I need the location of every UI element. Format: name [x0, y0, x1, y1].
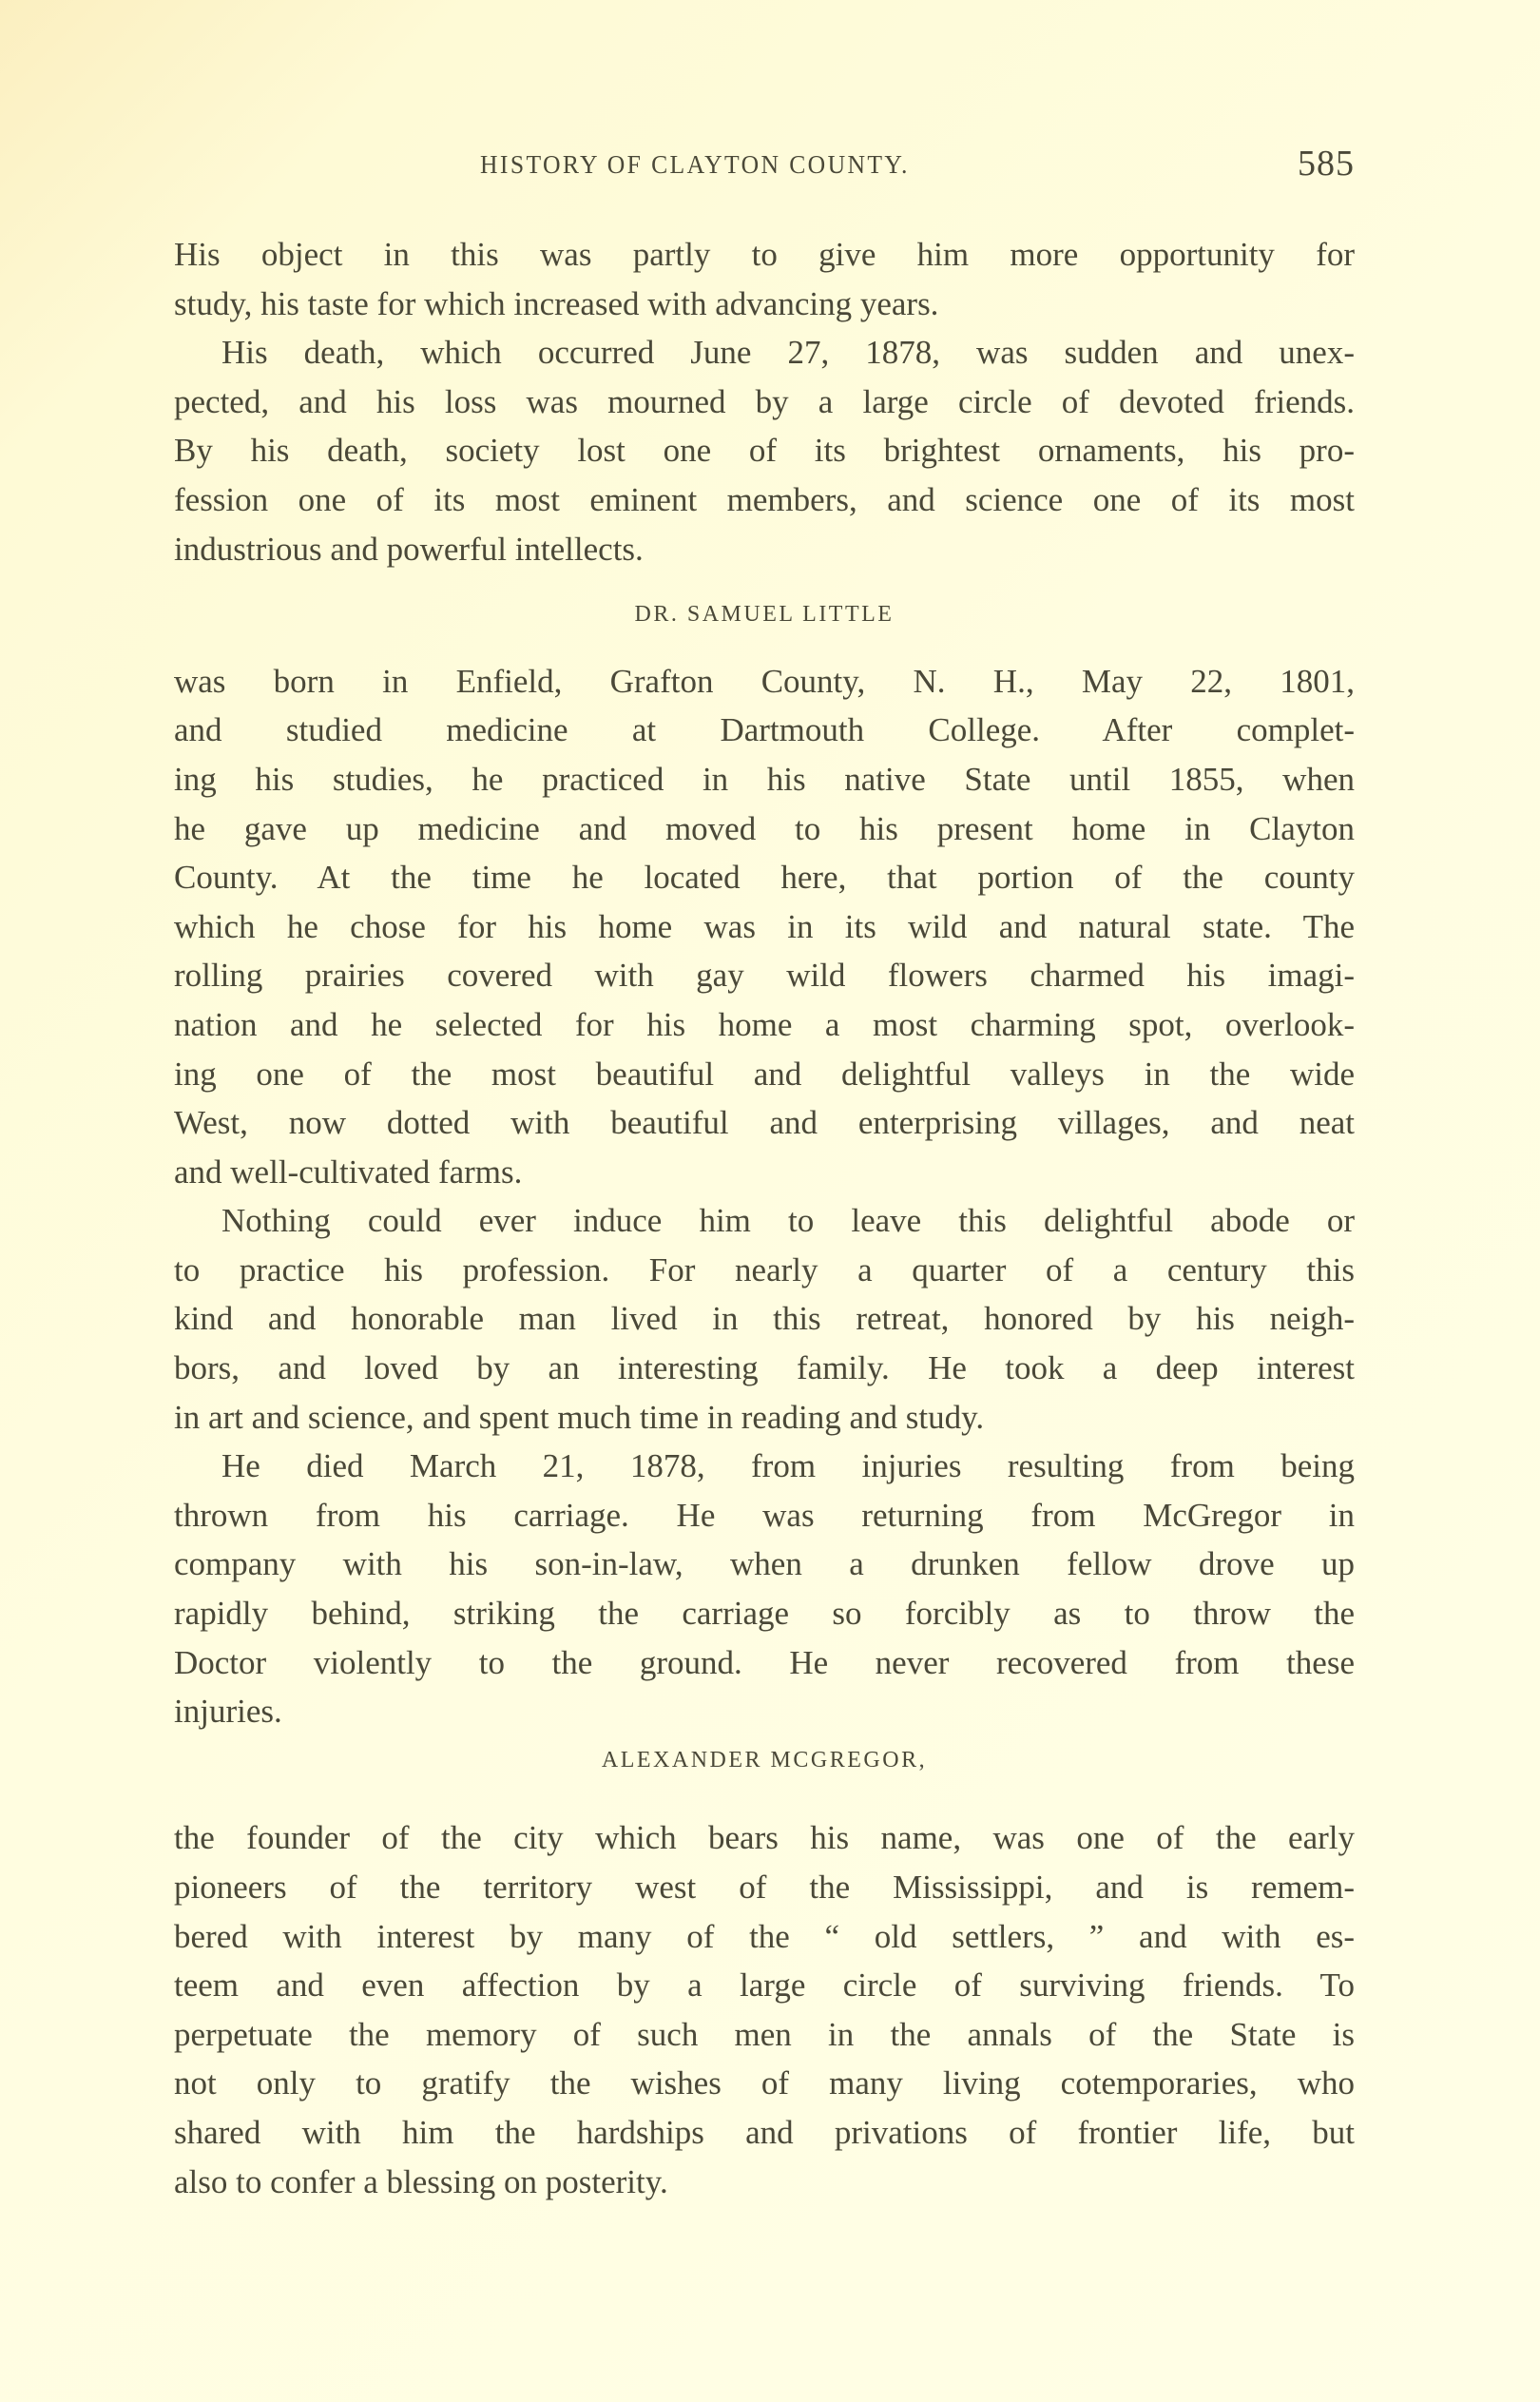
text-line: West, now dotted with beautiful and enterprising villages, and neat	[174, 1104, 1355, 1142]
text-line: bered with interest by many of the “ old settlers, ” and with es-	[174, 1917, 1355, 1955]
text-line: shared with him the hardships and privations of frontier life, but	[174, 2113, 1355, 2151]
page-number: 585	[1298, 144, 1355, 184]
text-line: was born in Enfield, Grafton County, N. H., May 22, 1801,	[174, 662, 1355, 700]
text-line: thrown from his carriage. He was returning from McGregor in	[174, 1496, 1355, 1534]
text-line: His object in this was partly to give him more opportunity for	[174, 236, 1355, 273]
text-line: which he chose for his home was in its wild and natural state. The	[174, 907, 1355, 945]
text-line: ing one of the most beautiful and delightful valleys in the wide	[174, 1055, 1355, 1093]
text-line: bors, and loved by an interesting family. He took a deep interest	[174, 1349, 1355, 1387]
running-title: HISTORY OF CLAYTON COUNTY.	[480, 150, 910, 179]
text-line: not only to gratify the wishes of many living cotemporaries, who	[174, 2064, 1355, 2102]
text-line: industrious and powerful intellects.	[174, 530, 644, 568]
text-line: rolling prairies covered with gay wild flowers charmed his imagi-	[174, 957, 1355, 995]
section-samuel-little	[174, 657, 1355, 1736]
text-line: ing his studies, he practiced in his native State until 1855, when	[174, 760, 1355, 798]
text-line: fession one of its most eminent members, and science one of its most	[174, 480, 1355, 518]
section-continuation	[174, 230, 1355, 573]
text-line: pected, and his loss was mourned by a large circle of devoted friends.	[174, 382, 1355, 420]
text-line: kind and honorable man lived in this retreat, honored by his neigh-	[174, 1300, 1355, 1338]
text-line: he gave up medicine and moved to his present home in Clayton	[174, 809, 1355, 847]
text-line: study, his taste for which increased with advancing years.	[174, 284, 939, 322]
text-line: in art and science, and spent much time in reading and study.	[174, 1398, 985, 1436]
text-line: also to confer a blessing on posterity.	[174, 2162, 668, 2200]
text-line: He died March 21, 1878, from injuries resulting from being	[221, 1447, 1355, 1485]
text-line: and well-cultivated farms.	[174, 1153, 523, 1191]
running-head	[480, 143, 1355, 190]
text-line: County. At the time he located here, that portion of the county	[174, 859, 1355, 897]
section-heading-samuel-little: DR. SAMUEL LITTLE	[634, 602, 895, 628]
text-line: pioneers of the territory west of the Mississippi, and is remem-	[174, 1869, 1355, 1906]
text-line: the founder of the city which bears his name, was one of the early	[174, 1819, 1355, 1857]
text-line: Nothing could ever induce him to leave this delightful abode or	[221, 1202, 1355, 1240]
text-line: rapidly behind, striking the carriage so forcibly as to throw the	[174, 1595, 1355, 1633]
text-line: and studied medicine at Dartmouth College. After complet-	[174, 711, 1355, 749]
text-line: teem and even affection by a large circle of surviving friends. To	[174, 1966, 1355, 2005]
text-line: nation and he selected for his home a most charming spot, overlook-	[174, 1005, 1355, 1043]
text-line: company with his son-in-law, when a drunken fellow drove up	[174, 1545, 1355, 1583]
text-line: perpetuate the memory of such men in the annals of the State is	[174, 2015, 1355, 2053]
page-body	[174, 230, 1355, 2206]
text-line: to practice his profession. For nearly a quarter of a century this	[174, 1250, 1355, 1288]
text-line: Doctor violently to the ground. He never recovered from these	[174, 1643, 1355, 1681]
section-heading-alexander-mcgregor: ALEXANDER MCGREGOR,	[601, 1747, 928, 1772]
text-line: His death, which occurred June 27, 1878, was sudden and unex-	[221, 334, 1355, 372]
section-alexander-mcgregor	[174, 1813, 1355, 2206]
text-line: injuries.	[174, 1693, 282, 1731]
text-line: By his death, society lost one of its brightest ornaments, his pro-	[174, 432, 1355, 470]
